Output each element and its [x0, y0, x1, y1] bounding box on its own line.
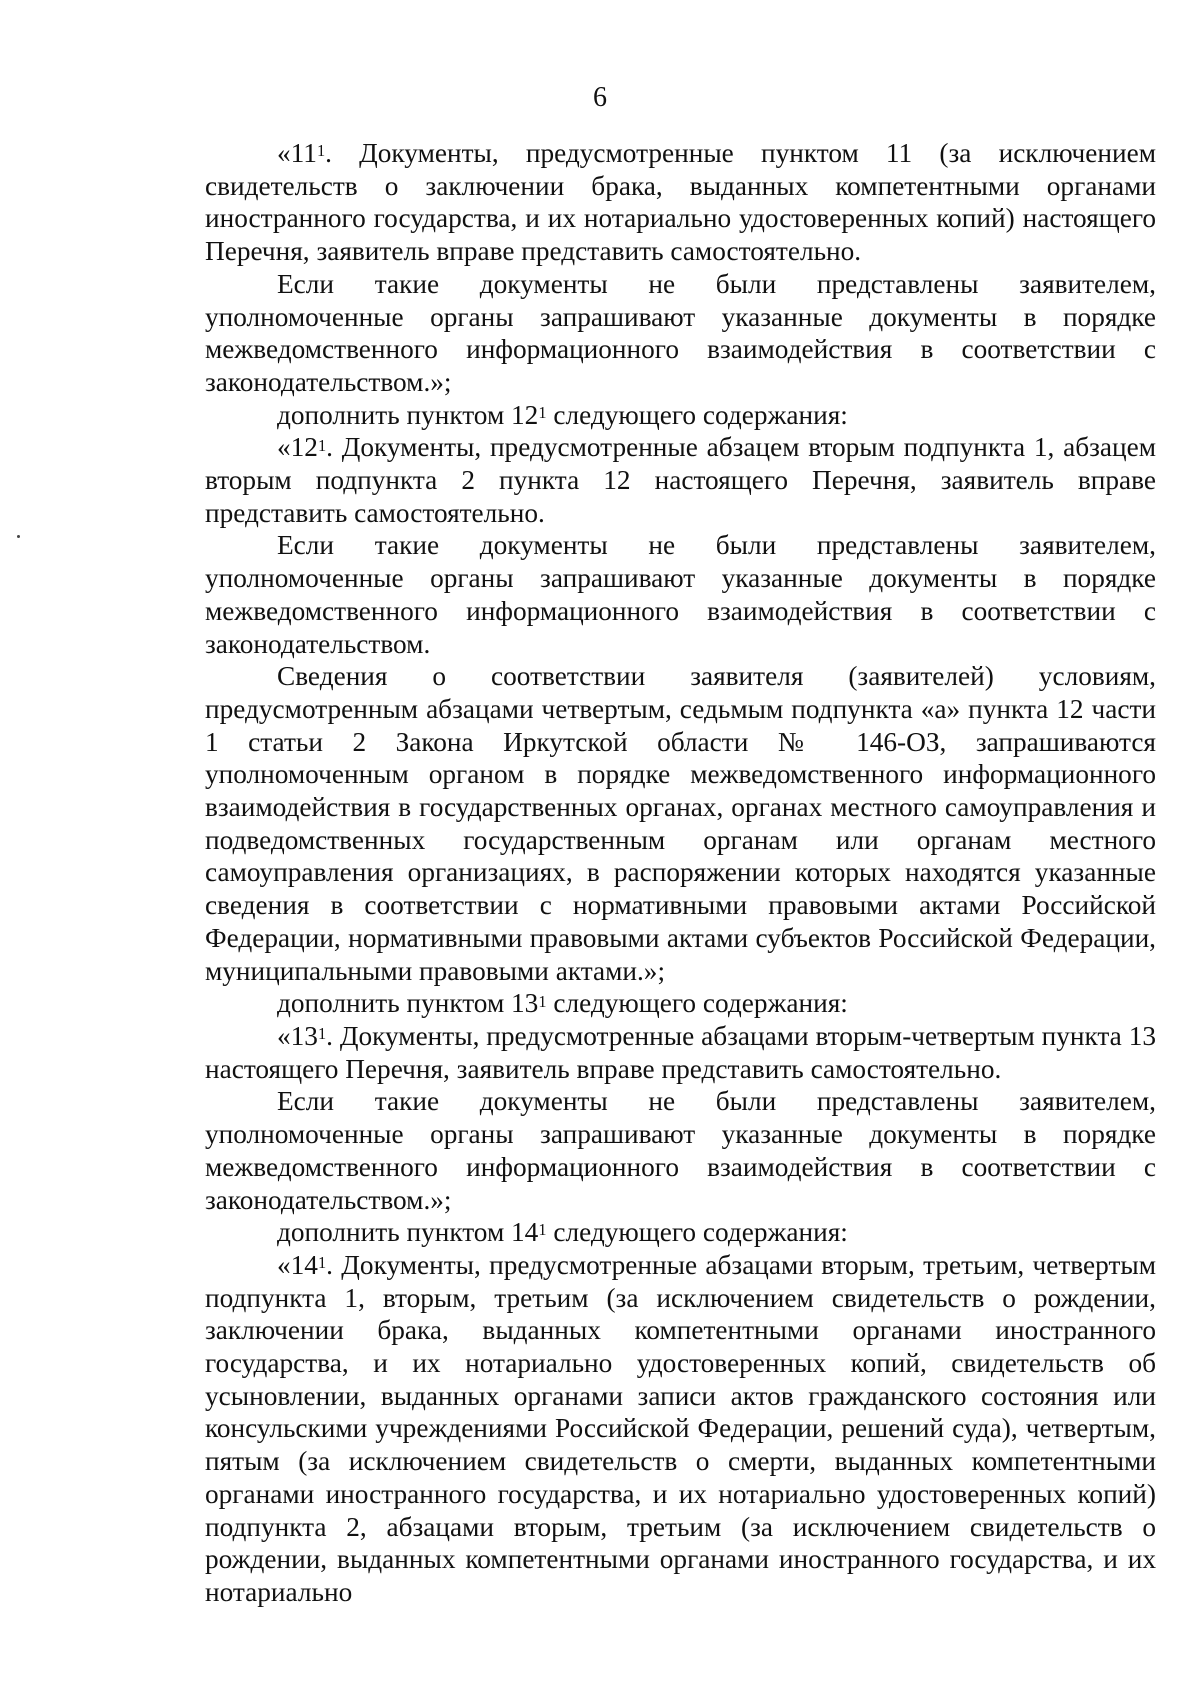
paragraph-text: «14 — [277, 1249, 318, 1280]
paragraph-text: Если такие документы не были представлены заявителем, уполномоченные органы запрашивают указанные документы в порядке межведомственного информационного взаимодействия в соответствии с законодательством.»; — [205, 268, 1156, 397]
paragraph-item-12-1 — [205, 431, 1156, 529]
paragraph-request-clause — [205, 529, 1156, 660]
paragraph-add-item-13-1 — [205, 987, 1156, 1020]
superscript: 1 — [538, 1220, 547, 1240]
paragraph-text: Сведения о соответствии заявителя (заявителей) условиям, предусмотренным абзацами четвертым, седьмым подпункта «а» пункта 12 части 1 статьи 2 Закона Иркутской области № 146-ОЗ, запрашиваются уполномоченным органом в порядке межведомственного информационного взаимодействия в государственных органах, органах местного самоуправления и подведомственных государственным органам или органам местного самоуправления организациях, в распоряжении которых находятся указанные сведения в соответствии с нормативными правовыми актами Российской Федерации, нормативными правовыми актами субъектов Российской Федерации, муниципальными правовыми актами.»; — [205, 661, 1156, 986]
paragraph-text: следующего содержания: — [546, 988, 848, 1019]
superscript: 1 — [316, 141, 326, 161]
scan-speck — [17, 535, 20, 538]
paragraph-text: дополнить пунктом 13 — [277, 988, 539, 1019]
paragraph-request-clause — [205, 1085, 1156, 1216]
paragraph-add-item-14-1 — [205, 1216, 1156, 1249]
superscript: 1 — [317, 435, 327, 455]
paragraph-text: . Документы, предусмотренные абзацем вторым подпункта 1, абзацем вторым подпункта 2 пункта 12 настоящего Перечня, заявитель вправе представить самостоятельно. — [205, 432, 1156, 528]
paragraph-information-clause — [205, 660, 1156, 987]
paragraph-text: Если такие документы не были представлены заявителем, уполномоченные органы запрашивают указанные документы в порядке межведомственного информационного взаимодействия в соответствии с законодательством. — [205, 530, 1156, 659]
paragraph-text: следующего содержания: — [546, 399, 848, 430]
paragraph-text: . Документы, предусмотренные абзацами вторым, третьим, четвертым подпункта 1, вторым, третьим (за исключением свидетельств о рождении, заключении брака, выданных компетентными органами иностранного государства, и их нотариально удостоверенных копий, свидетельств об усыновлении, выданных органами записи актов гражданского состояния или консульскими учреждениями Российской Федерации, решений суда), четвертым, пятым (за исключением свидетельств о смерти, выданных компетентными органами иностранного государства, и их нотариально удостоверенных копий) подпункта 2, абзацами вторым, третьим (за исключением свидетельств о рождении, выданных компетентными органами иностранного государства, и их нотариально — [205, 1249, 1156, 1607]
page-number: 6 — [593, 82, 607, 113]
paragraph-request-clause — [205, 268, 1156, 399]
document-body — [205, 137, 1156, 1609]
paragraph-item-11-1 — [205, 137, 1156, 268]
paragraph-item-13-1 — [205, 1020, 1156, 1085]
paragraph-text: следующего содержания: — [546, 1217, 848, 1248]
paragraph-add-item-12-1 — [205, 399, 1156, 432]
paragraph-text: . Документы, предусмотренные пунктом 11 (за исключением свидетельств о заключении брака, выданных компетентными органами иностранного государства, и их нотариально удостоверенных копий) настоящего Перечня, заявитель вправе представить самостоятельно. — [205, 138, 1156, 267]
paragraph-text: дополнить пунктом 14 — [277, 1217, 539, 1248]
paragraph-text: «12 — [277, 432, 318, 463]
paragraph-text: «13 — [277, 1020, 318, 1051]
superscript: 1 — [317, 1024, 327, 1044]
paragraph-text: дополнить пунктом 12 — [277, 399, 539, 430]
superscript: 1 — [538, 991, 547, 1011]
paragraph-text: Если такие документы не были представлены заявителем, уполномоченные органы запрашивают указанные документы в порядке межведомственного информационного взаимодействия в соответствии с законодательством.»; — [205, 1086, 1156, 1215]
paragraph-item-14-1 — [205, 1249, 1156, 1609]
superscript: 1 — [317, 1253, 327, 1273]
superscript: 1 — [538, 402, 547, 422]
paragraph-text: . Документы, предусмотренные абзацами вторым-четвертым пункта 13 настоящего Перечня, заявитель вправе представить самостоятельно. — [205, 1020, 1156, 1084]
paragraph-text: «11 — [277, 138, 317, 168]
